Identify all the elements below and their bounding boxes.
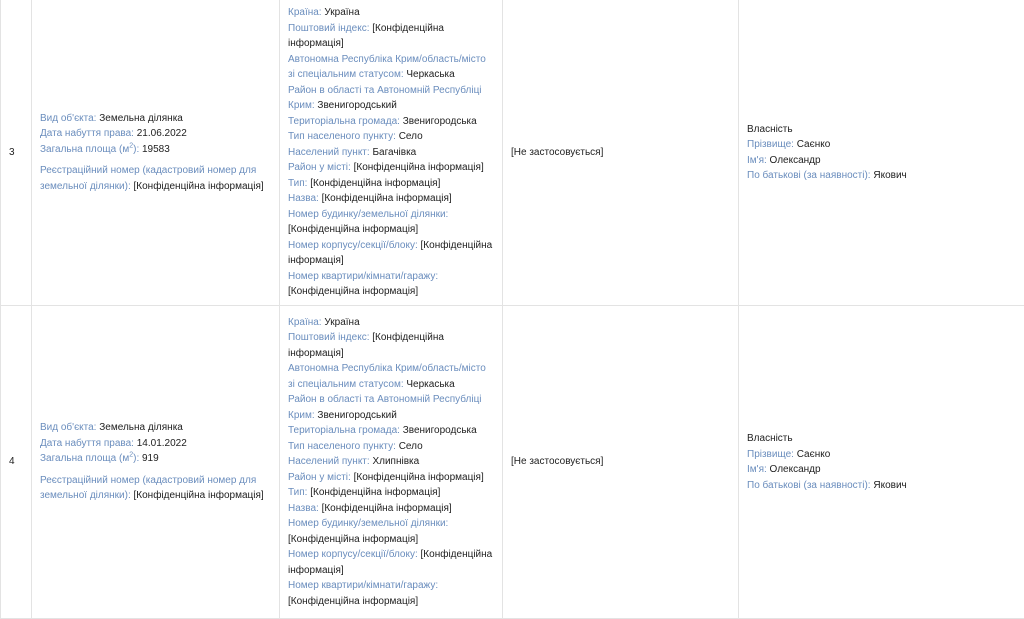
patronymic-label: По батькові (за наявності):: [747, 480, 871, 491]
street-type-label: Тип:: [288, 178, 307, 189]
surname-label: Прізвище:: [747, 139, 794, 150]
object-type-value: Земельна ділянка: [99, 422, 183, 433]
settlement-label: Населений пункт:: [288, 147, 370, 158]
acquire-date-label: Дата набуття права:: [40, 438, 134, 449]
house-label: Номер будинку/земельної ділянки:: [288, 209, 448, 220]
cadastral-value: [Конфіденційна інформація]: [134, 181, 264, 192]
building-value: [Конфіденційна інформація]: [288, 549, 492, 576]
settlement-type-value: Село: [399, 441, 423, 452]
community-label: Територіальна громада:: [288, 116, 400, 127]
street-type-label: Тип:: [288, 487, 307, 498]
patronymic-label: По батькові (за наявності):: [747, 170, 871, 181]
district-value: Звенигородський: [317, 100, 396, 111]
city-district-label: Район у місті:: [288, 472, 351, 483]
apartment-value: [Конфіденційна інформація]: [288, 286, 418, 297]
acquire-date-label: Дата набуття права:: [40, 128, 134, 139]
apartment-label: Номер квартири/кімнати/гаражу:: [288, 271, 438, 282]
street-name-value: [Конфіденційна інформація]: [322, 193, 452, 204]
settlement-value: Хлипнівка: [372, 456, 419, 467]
object-type-value: Земельна ділянка: [99, 113, 183, 124]
building-label: Номер корпусу/секції/блоку:: [288, 549, 418, 560]
area-value: 919: [142, 453, 159, 464]
city-district-label: Район у місті:: [288, 162, 351, 173]
country-value: Україна: [324, 7, 359, 18]
district-value: Звенигородський: [317, 410, 396, 421]
area-label: Загальна площа $(м^2)$:: [40, 453, 139, 464]
address-cell: [280, 0, 503, 306]
street-name-label: Назва:: [288, 193, 319, 204]
name-value: Олександр: [770, 155, 821, 166]
right-type: Власність: [747, 122, 1016, 138]
owner-cell: [739, 306, 1024, 619]
postal-value: [Конфіденційна інформація]: [288, 332, 444, 359]
street-name-value: [Конфіденційна інформація]: [322, 503, 452, 514]
patronymic-value: Якович: [873, 170, 906, 181]
building-value: [Конфіденційна інформація]: [288, 240, 492, 267]
name-label: Ім'я:: [747, 464, 767, 475]
settlement-type-value: Село: [399, 131, 423, 142]
country-value: Україна: [324, 317, 359, 328]
district-label: Район в області та Автономній Республіці Крим:: [288, 394, 482, 421]
surname-value: Саєнко: [797, 449, 831, 460]
city-district-value: [Конфіденційна інформація]: [354, 162, 484, 173]
table-row: [1, 0, 1024, 306]
object-info-cell: [32, 306, 280, 619]
city-district-value: [Конфіденційна інформація]: [354, 472, 484, 483]
street-name-label: Назва:: [288, 503, 319, 514]
postal-label: Поштовий індекс:: [288, 332, 369, 343]
street-type-value: [Конфіденційна інформація]: [310, 178, 440, 189]
apartment-value: [Конфіденційна інформація]: [288, 596, 418, 607]
table-row: [1, 306, 1024, 619]
street-type-value: [Конфіденційна інформація]: [310, 487, 440, 498]
settlement-label: Населений пункт:: [288, 456, 370, 467]
object-type-label: Вид об'єкта:: [40, 422, 96, 433]
region-label: Автономна Республіка Крим/область/місто зі спеціальним статусом:: [288, 363, 486, 390]
postal-value: [Конфіденційна інформація]: [288, 23, 444, 50]
row-number: 3: [1, 0, 32, 306]
owner-cell: [739, 0, 1024, 306]
cadastral-value: [Конфіденційна інформація]: [134, 490, 264, 501]
community-value: Звенигородська: [403, 425, 477, 436]
acquire-date-value: 14.01.2022: [137, 438, 187, 449]
cost-cell: [Не застосовується]: [503, 0, 739, 306]
postal-label: Поштовий індекс:: [288, 23, 369, 34]
region-label: Автономна Республіка Крим/область/місто зі спеціальним статусом:: [288, 54, 486, 81]
region-value: Черкаська: [406, 379, 454, 390]
object-info-cell: [32, 0, 280, 306]
country-label: Країна:: [288, 7, 322, 18]
settlement-type-label: Тип населеного пункту:: [288, 441, 396, 452]
area-label: Загальна площа $(м^2)$:: [40, 144, 139, 155]
community-value: Звенигородська: [403, 116, 477, 127]
cadastral-label: Реєстраційний номер (кадастровий номер для земельної ділянки):: [40, 475, 256, 502]
surname-label: Прізвище:: [747, 449, 794, 460]
house-label: Номер будинку/земельної ділянки:: [288, 518, 448, 529]
acquire-date-value: 21.06.2022: [137, 128, 187, 139]
district-label: Район в області та Автономній Республіці Крим:: [288, 85, 482, 112]
country-label: Країна:: [288, 317, 322, 328]
building-label: Номер корпусу/секції/блоку:: [288, 240, 418, 251]
name-label: Ім'я:: [747, 155, 767, 166]
address-cell: [280, 306, 503, 619]
object-type-label: Вид об'єкта:: [40, 113, 96, 124]
house-value: [Конфіденційна інформація]: [288, 224, 418, 235]
house-value: [Конфіденційна інформація]: [288, 534, 418, 545]
patronymic-value: Якович: [873, 480, 906, 491]
region-value: Черкаська: [406, 69, 454, 80]
right-type: Власність: [747, 431, 1016, 447]
settlement-type-label: Тип населеного пункту:: [288, 131, 396, 142]
area-value: 19583: [142, 144, 170, 155]
name-value: Олександр: [770, 464, 821, 475]
apartment-label: Номер квартири/кімнати/гаражу:: [288, 580, 438, 591]
settlement-value: Багачівка: [372, 147, 416, 158]
cost-cell: [Не застосовується]: [503, 306, 739, 619]
community-label: Територіальна громада:: [288, 425, 400, 436]
cadastral-label: Реєстраційний номер (кадастровий номер для земельної ділянки):: [40, 165, 256, 192]
surname-value: Саєнко: [797, 139, 831, 150]
row-number: 4: [1, 306, 32, 619]
